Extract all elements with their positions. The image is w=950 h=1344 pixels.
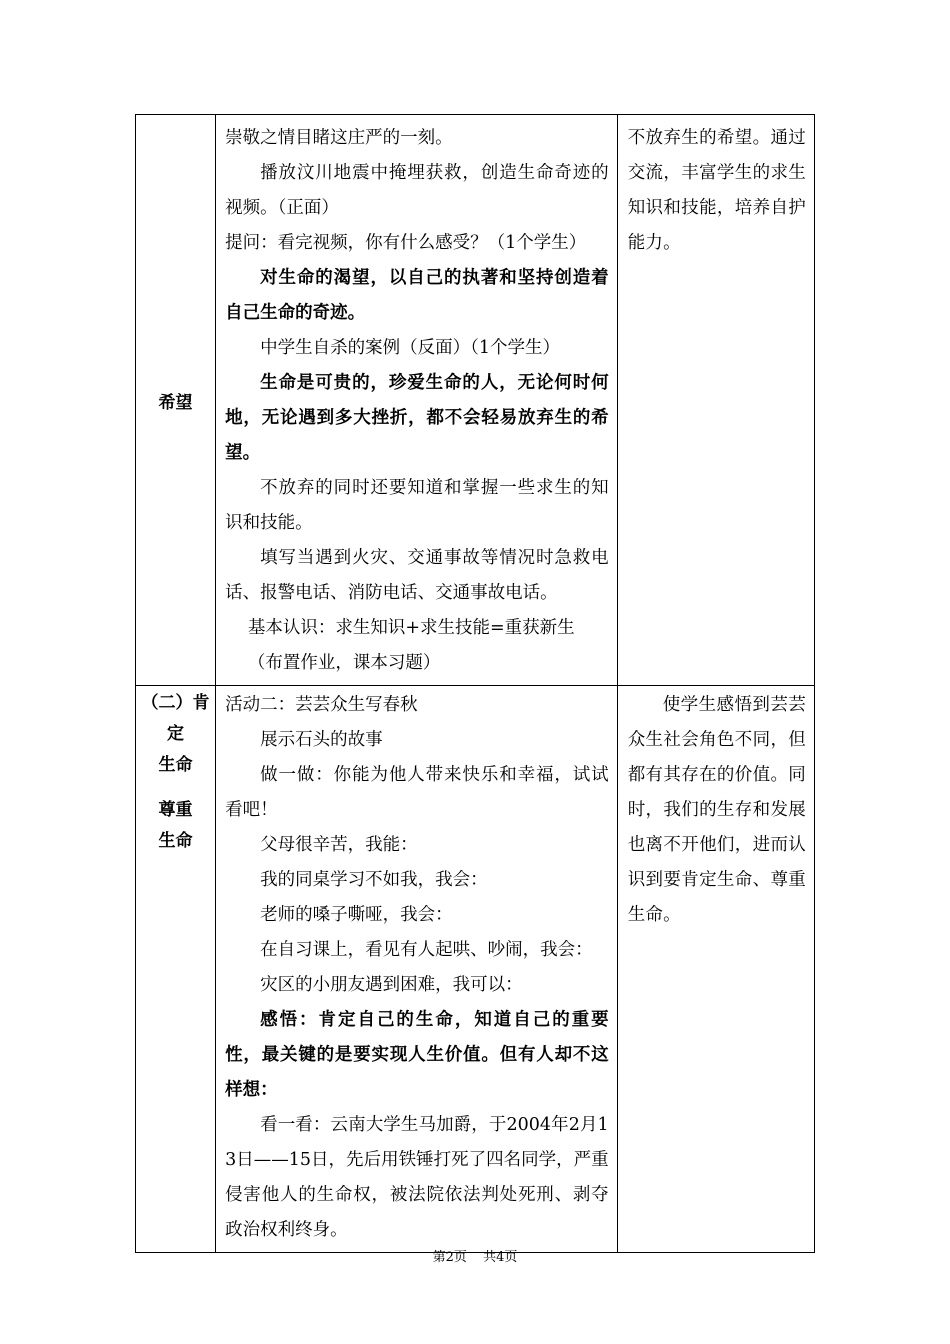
activity-paragraph: 做一做：你能为他人带来快乐和幸福，试试看吧！ [225,765,609,820]
activity-paragraph: 基本认识：求生知识+求生技能=重获新生 [247,618,575,638]
activity-paragraph: 生命是可贵的，珍爱生命的人，无论何时何地，无论遇到多大挫折，都不会轻易放弃生的希望。 [225,373,609,463]
activity-paragraph: 活动二：芸芸众生写春秋 [225,695,418,715]
activity-paragraph: 感悟：肯定自己的生命，知道自己的重要性，最关键的是要实现人生价值。但有人却不这样想： [225,1010,609,1100]
section-label-cell [136,686,216,1253]
purpose-text: 不放弃生的希望。通过交流，丰富学生的求生知识和技能，培养自护能力。 [627,128,806,253]
section-label-line: 生命 [158,831,193,851]
lesson-plan-table [135,114,815,1253]
section-label-line: 生命 [158,755,193,775]
activity-paragraph: 提问：看完视频，你有什么感受？（1个学生） [225,233,587,253]
activity-paragraph: 父母很辛苦，我能： [260,835,418,855]
section-label: 希望 [158,392,193,413]
activity-paragraph: 看一看：云南大学生马加爵，于2004年2月13日——15日，先后用铁锤打死了四名同学，严重侵害他人的生命权，被法院依法判处死刑、剥夺政治权利终身。 [225,1115,609,1240]
page-footer [0,1246,950,1265]
activity-paragraph: 填写当遇到火灾、交通事故等情况时急救电话、报警电话、消防电话、交通事故电话。 [225,548,609,603]
activity-paragraph: 崇敬之情目睹这庄严的一刻。 [225,128,453,148]
activity-paragraph: 我的同桌学习不如我，我会： [260,870,488,890]
purpose-text: 使学生感悟到芸芸众生社会角色不同，但都有其存在的价值。同时，我们的生存和发展也离不开他们，进而认识到要肯定生命、尊重生命。 [627,695,806,925]
activity-paragraph: 播放汶川地震中掩埋获救，创造生命奇迹的视频。（正面） [225,163,609,218]
table-row [136,686,815,1253]
purpose-cell [617,115,814,686]
page-number: 第2页 [432,1250,467,1265]
activity-paragraph: 不放弃的同时还要知道和掌握一些求生的知识和技能。 [225,478,609,533]
activity-paragraph: 老师的嗓子嘶哑，我会： [260,905,453,925]
activity-content [216,115,617,685]
activity-paragraph: 灾区的小朋友遇到困难，我可以： [260,975,523,995]
activity-paragraph: 中学生自杀的案例（反面）（1个学生） [260,338,560,358]
activity-paragraph: （布置作业，课本习题） [247,653,441,673]
section-label-line: （二）肯 [141,693,210,713]
activity-cell [216,115,618,686]
activity-content [216,686,617,1252]
activity-paragraph: 在自习课上，看见有人起哄、吵闹，我会： [260,940,593,960]
table-row [136,115,815,686]
section-label-line: 尊重 [158,800,193,820]
activity-paragraph: 对生命的渴望，以自己的执著和坚持创造着自己生命的奇迹。 [225,268,609,323]
purpose-cell [617,686,814,1253]
section-label-cell [136,115,216,686]
activity-paragraph: 展示石头的故事 [260,730,383,750]
section-label [136,688,215,781]
page-total: 共4页 [483,1250,518,1265]
section-label-line: 定 [167,724,185,744]
activity-cell [216,686,618,1253]
section-label [136,795,215,857]
